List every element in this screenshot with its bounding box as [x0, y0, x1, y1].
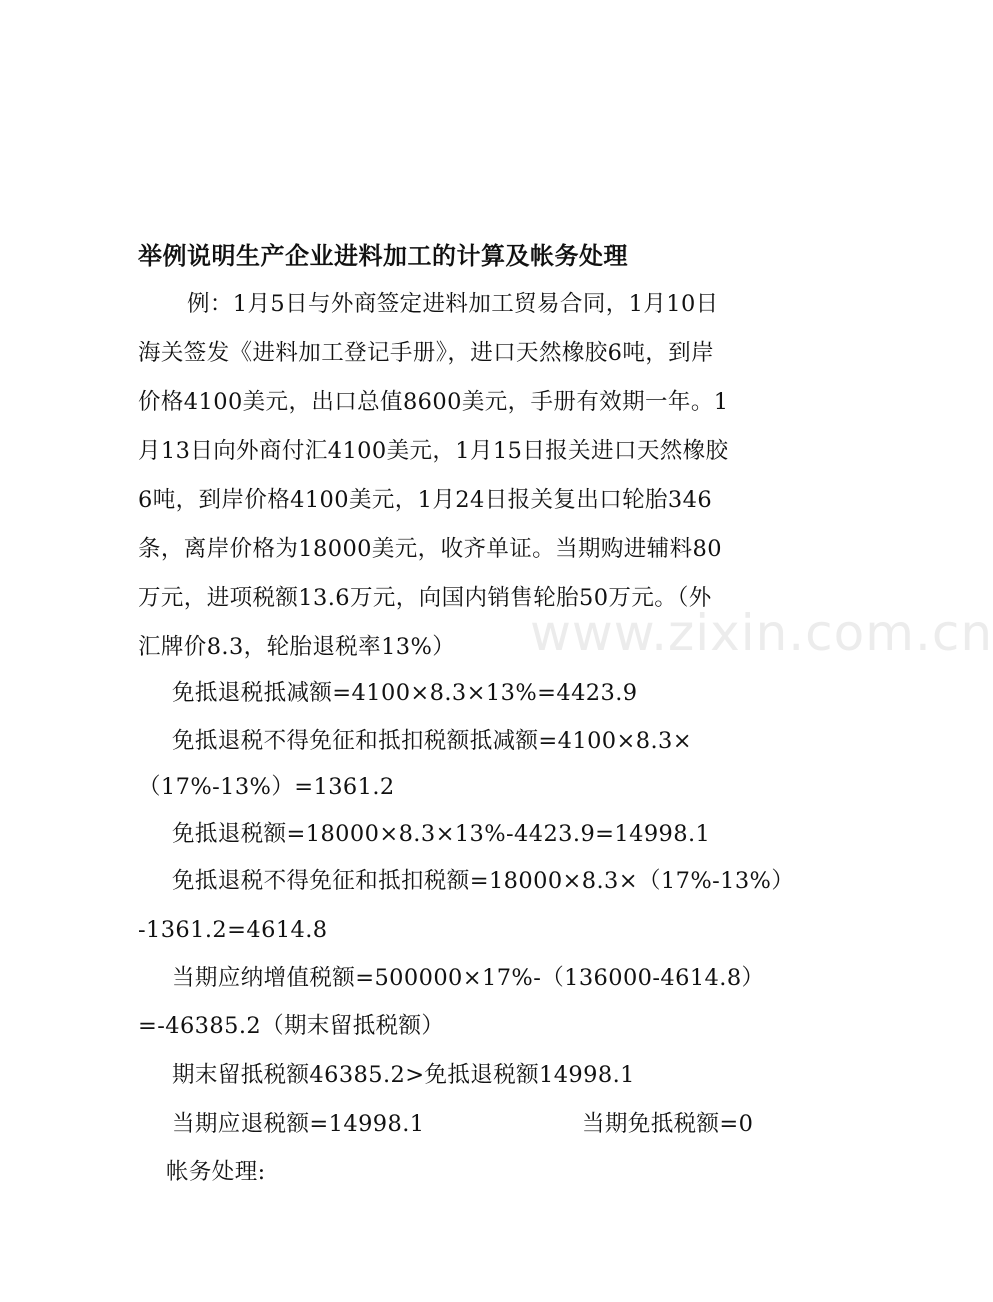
calc-line: 免抵退税不得免征和抵扣税额=18000×8.3×（17%-13%）	[172, 868, 795, 894]
calc-line: 免抵退税额=18000×8.3×13%-4423.9=14998.1	[172, 821, 711, 847]
calc-line: =-46385.2（期末留抵税额）	[138, 1013, 445, 1039]
section-heading: 帐务处理:	[166, 1159, 266, 1185]
calc-line: （17%-13%）=1361.2	[138, 774, 395, 800]
example-line: 汇牌价8.3，轮胎退税率13%）	[138, 634, 456, 660]
example-line: 万元，进项税额13.6万元，向国内销售轮胎50万元。（外	[138, 585, 712, 611]
example-line: 海关签发《进料加工登记手册》，进口天然橡胶6吨，到岸	[138, 340, 714, 366]
calc-line: -1361.2=4614.8	[138, 917, 328, 943]
calc-line: 免抵退税不得免征和抵扣税额抵减额=4100×8.3×	[172, 728, 693, 754]
example-line: 月13日向外商付汇4100美元，1月15日报关进口天然橡胶	[138, 438, 729, 464]
calc-line: 免抵退税抵减额=4100×8.3×13%=4423.9	[172, 680, 638, 706]
watermark: www.zixin.com.cn	[530, 604, 993, 662]
example-line: 条，离岸价格为18000美元，收齐单证。当期购进辅料80	[138, 536, 722, 562]
calc-line: 当期免抵税额=0	[582, 1111, 754, 1137]
calc-line: 当期应纳增值税额=500000×17%-（136000-4614.8）	[172, 965, 765, 991]
calc-line: 当期应退税额=14998.1	[172, 1111, 425, 1137]
calc-line: 期末留抵税额46385.2>免抵退税额14998.1	[172, 1062, 635, 1088]
example-line: 6吨，到岸价格4100美元，1月24日报关复出口轮胎346	[138, 487, 713, 513]
document-title: 举例说明生产企业进料加工的计算及帐务处理	[138, 242, 628, 270]
example-line: 价格4100美元，出口总值8600美元，手册有效期一年。1	[138, 389, 729, 415]
example-line: 例：1月5日与外商签定进料加工贸易合同，1月10日	[187, 291, 719, 317]
